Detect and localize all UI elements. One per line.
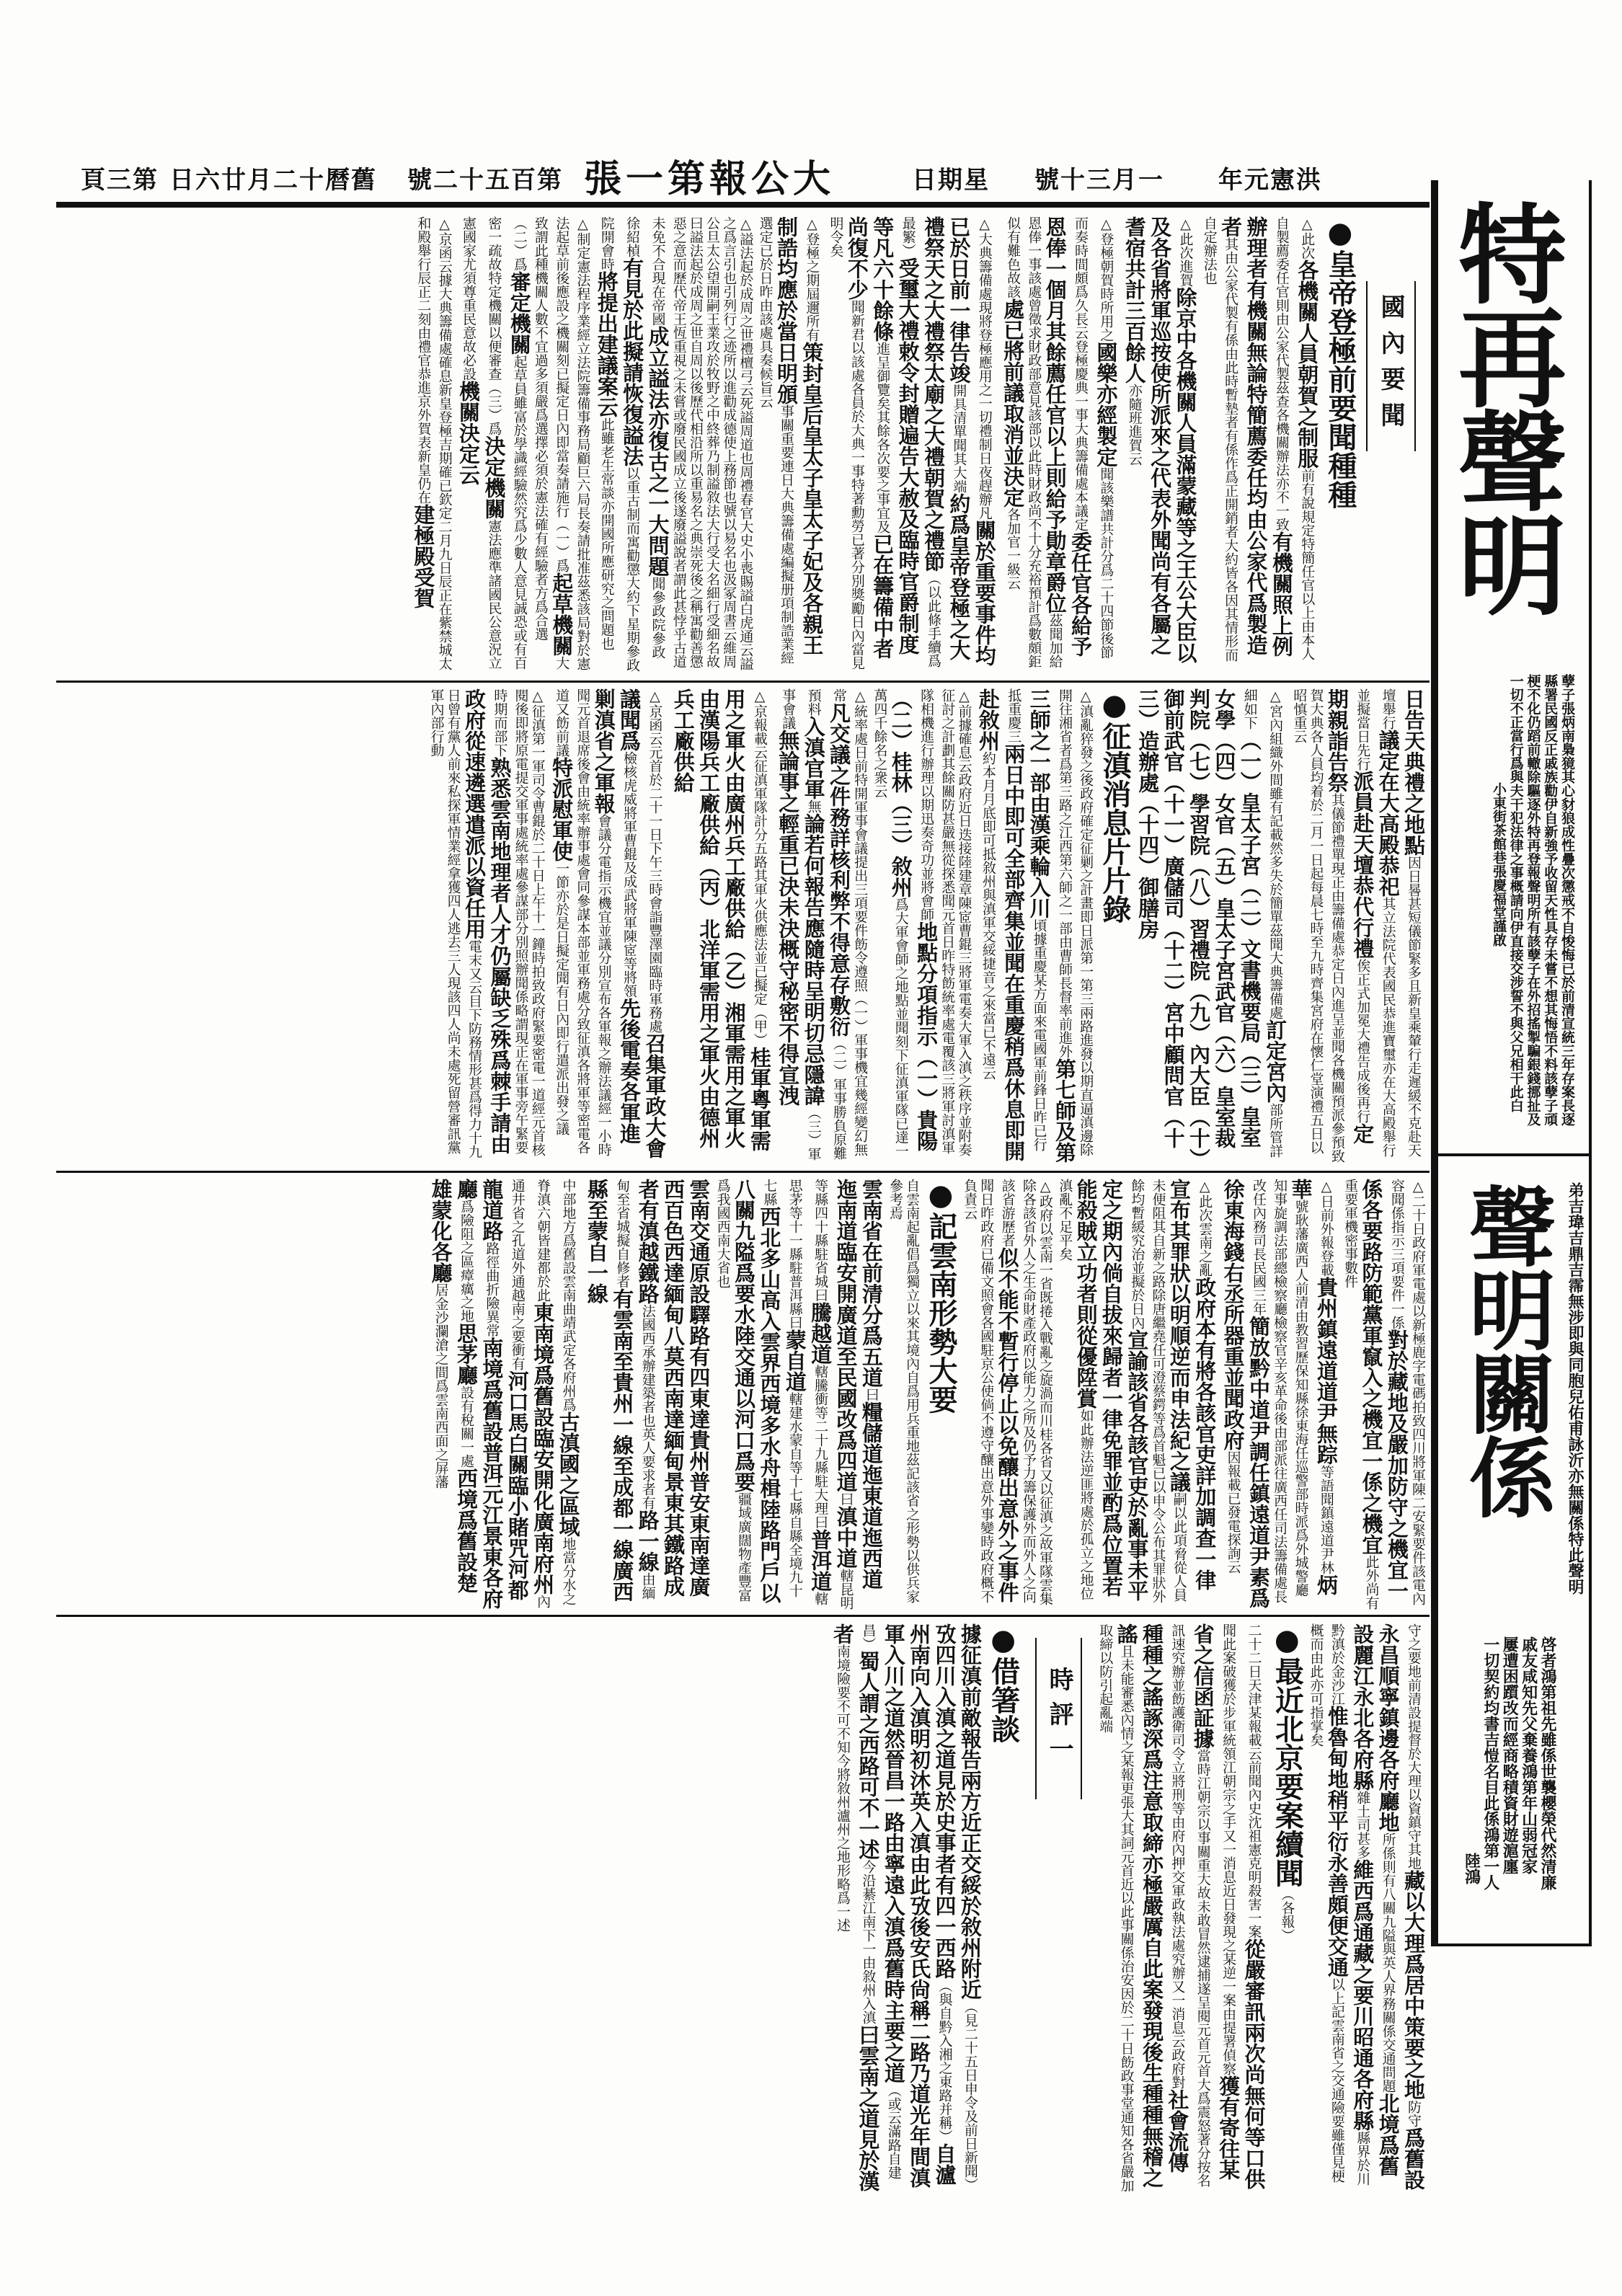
- article-text: △統率處日前特開軍事會議提出三項要件飭令遵照（一）軍事機宜幾經變幻無常: [831, 688, 869, 1156]
- article-text: △京函云元首於二十一日下午三時會詣豐澤園臨時軍務處: [647, 688, 663, 1033]
- article-text-emphasis: 處已將前議取消並決定: [1001, 298, 1026, 507]
- headline-bullet-icon: ●: [1324, 216, 1357, 249]
- article-text-emphasis: 入滇官軍: [801, 716, 826, 799]
- article-text-emphasis: 第七師及第三師之一部由漢乘輪入川: [1027, 688, 1077, 1163]
- article-text-emphasis: 熟悉雲南地理者人才仍屬缺乏殊爲棘手請由政府從速遴選遣派以資任用: [461, 688, 513, 1154]
- article-text-emphasis: 騰越道: [808, 1302, 833, 1365]
- article-text-emphasis: 建極殿受賀: [411, 504, 436, 608]
- article-paragraph: [756, 216, 824, 672]
- article-text: 此外尚有重要軍機密事數件: [1342, 1179, 1380, 1610]
- article-text: 聞日昨政府已備文照會各國駐京公使倘不遵守釀出意外事變時政府概不負責云: [962, 1179, 995, 1603]
- article-text-emphasis: 雲南交通原設驛路有四東達貴州普安東南達廣西百色西達緬甸八莫西南達緬甸景東其鐵路成者有滇越鐵路: [635, 1179, 712, 1597]
- article-text: 守之要地前清設提督於大理以資鎮守其地: [1406, 1623, 1422, 1870]
- article-text-emphasis: 蒙自道: [782, 1329, 807, 1392]
- article-text: 聞該樂譜共計分爲二十四節後節而奏時間頗爲久長云登極慶典一事大典籌備處本議定: [1073, 216, 1114, 659]
- article-paragraph: [1342, 1179, 1426, 1610]
- article-text-emphasis: 糧儲道迤東道迤西道迤南道臨安開廣道至民國改爲四道: [833, 1179, 884, 1590]
- article-paragraph: [1056, 1179, 1217, 1610]
- article-text: 大致謂此種機關人數不宜過多須嚴爲選擇必須於憲法確有經驗者方爲合選（二）爲: [511, 216, 570, 670]
- article-text: △京報載云征滇軍隊計分五路其軍火供應法並已擬定（甲）: [751, 688, 768, 1047]
- article-text-emphasis: 對於藏地及嚴加防守之機宜一係各要路防範黨軍竄入之機宜一係: [1359, 1179, 1409, 1601]
- article-text-emphasis: 特派慰軍使: [549, 757, 575, 861]
- article-text: 檢核虎威將軍曹錕及成武將軍陳宧等將領: [621, 751, 637, 998]
- article-text: 開具清單聞其大端: [951, 384, 967, 493]
- article-text-emphasis: 審定機關: [507, 271, 532, 355]
- article-text: 二十二日天津某報載云前聞內史沈祖憲克明殺害一案: [1246, 1623, 1262, 1938]
- article-text: （二）軍事勝負原難預料: [805, 688, 847, 1160]
- news-row-1: [56, 216, 1357, 672]
- article-text-emphasis: 有雲南至貴州一線至成都一線廣西縣至蒙自一線: [584, 1179, 635, 1602]
- article-paragraph: [427, 1179, 580, 1610]
- notice-top-body: [1485, 674, 1575, 1143]
- article-text-emphasis: 除京中各機關人員滿蒙藏等之王公大臣以及各省將軍巡按使所派來之代表外聞尚有各屬之耆宿共計三百餘人: [1122, 216, 1198, 663]
- article-text: 聞參政院參政徐紹楨: [624, 216, 666, 659]
- article-text: 今沿綦江南下一由敘州入滇: [860, 1860, 877, 2024]
- article-text-emphasis: 簡放黔中道尹調任鎮遠道尹素爲徐東海錢右丞所器重並聞政府: [1220, 1179, 1271, 1608]
- article-text-emphasis: 從嚴審訊兩次尚無何等口供: [1241, 1938, 1267, 2189]
- article-text-emphasis: 論若何報告應隨時呈明切忌隱諱: [801, 813, 826, 1106]
- notice-bottom-line: 啓者鴻第祖先雖係世襲櫻榮代然清廉: [1538, 1636, 1557, 1890]
- article-paragraph: [1220, 1179, 1339, 1610]
- notice-top-title: 特再聲明: [1440, 198, 1566, 613]
- article-text-emphasis: 路一線: [635, 1510, 660, 1572]
- article-text: 轄思茅等十一縣駐普洱縣曰: [786, 1179, 829, 1605]
- article-text: △二十日政府軍電處以新極鹿字電碼拍致四川將軍陳二安緊要件該電內容聞係指示三項要件一係: [1388, 1179, 1426, 1605]
- article-paragraph: [584, 1179, 712, 1610]
- column-label: [1024, 1623, 1094, 2193]
- article-heading: [1269, 1623, 1305, 2193]
- article-text: 其由公家代製有係由此時暫墊者有係作爲正開銷者大約皆各因其情形而自定辦法也: [1201, 216, 1239, 662]
- article-heading: [923, 1179, 958, 1610]
- article-paragraph: [1096, 1623, 1266, 2193]
- article-text-emphasis: （一）皇太子宮（二）文書機要局（三）皇室女學（四）女官（五）皇太子宮武官（六）皇室裁判院（七）學習院（八）習禮院（九）內大臣（十）御前武官（十一）廣儲司（十二）宮中顧問官（十三）造辦處（十四）御膳房: [1135, 688, 1262, 1159]
- article-text-emphasis: 獲有寄往某省之信函証據: [1190, 1623, 1241, 2180]
- article-text: 曰: [863, 1388, 879, 1401]
- article-paragraph: [714, 1179, 883, 1610]
- article-paragraph: [456, 216, 591, 672]
- article-paragraph: [1201, 216, 1320, 672]
- article-text: 當時江朝宗以事關重大故未敢冒然逮捕遂呈閱元首元首大爲震怒著分按名訊速究辦並飭護衛司令立將刑等由府內押交軍政執法處究辦又一消息云政府對: [1169, 1623, 1211, 2187]
- article-text-emphasis: 據征滇前敵報告兩方近正交綏於敘州附近: [957, 1623, 983, 2000]
- notice-top-line: 梗不化仍蹈前轍除驅逐外特再登報聲明所有該孽子在外招搖掣騙銀錢挪扯及: [1525, 674, 1541, 1126]
- article-text: 亦隨班進賀云: [1126, 384, 1143, 466]
- article-text: 其立法院代表國民恭進寶璽亦在大高殿舉行並擬當日先行: [1355, 688, 1396, 1157]
- notice-top-line: 一切不正當行爲與夫干犯法律之事概請向伊直接交涉誓不與父兄相干此白: [1507, 674, 1524, 1112]
- article-text-emphasis: 惟魯甸地稍平衍永善頗便交通: [1324, 1706, 1350, 1977]
- article-paragraph: [961, 1179, 1053, 1610]
- article-text: △登極之期屆邇所有: [804, 216, 820, 342]
- article-paragraph: [549, 688, 668, 1164]
- article-paragraph: [410, 216, 453, 672]
- article-text-emphasis: 決定機關: [482, 435, 507, 519]
- article-text-emphasis: 桂軍粵軍需用之軍火由廣州兵工廠供給（乙）湘軍需用之軍火由漢陽兵工廠供給（丙）北洋軍需用之軍火由德州兵工廠供給: [670, 688, 772, 1151]
- masthead-page: 第三頁: [81, 166, 159, 195]
- headline-bullet-icon: ●: [986, 1623, 1020, 1657]
- article-text-emphasis: 西北多山高入雲界西境多水舟楫陸路門戶以八關九隘爲要水陸交通以河口爲要: [731, 1179, 782, 1603]
- article-text: 此雖老生常談亦開國所應研究之問題也: [598, 417, 615, 650]
- notice-frame-bottom: [1438, 1943, 1592, 1946]
- article-text-emphasis: 有機關照上例辦理者有機關無論特簡薦委任均由公家代爲製造者: [1218, 216, 1294, 657]
- article-text: 聞新君以該處各員於大典一事特著勳勞已著分別獎勵日內當見明令矣: [828, 216, 865, 670]
- article-text: 防守: [1406, 2100, 1422, 2127]
- article-headline: 借箸談: [986, 1657, 1021, 1743]
- notice-bottom-signature: 陸鴻: [1462, 1853, 1481, 1884]
- article-text: 聞此案破獲於步軍統領江朝宗之手又一消息近日發現之某逆一案由提署偵察: [1220, 1623, 1237, 2075]
- article-text: 一節亦於是日擬定聞有日內即行遣派出發之議: [554, 861, 570, 1135]
- article-text: （以此條手續爲最繁）: [900, 216, 941, 668]
- article-text-emphasis: 蜀人謂之西路可不一述: [856, 1651, 881, 1860]
- article-paragraph: [1000, 216, 1119, 672]
- article-text: 所係則有八關九隘與英人界務關係交通問題: [1380, 1832, 1396, 2093]
- article-text: 縣界於川黔滇於金沙江: [1329, 1623, 1371, 2186]
- article-text: 茲聞加給恩俸一事該處曾徵求財政部意見該部以此時財政尚不十分充裕預計爲數頗鉅似有難色故該: [1005, 216, 1063, 668]
- article-text: （與自黔入湘之東路并稱）: [936, 1979, 953, 2143]
- column-label-commentary: 時評一: [1035, 1638, 1082, 1799]
- article-text-emphasis: 已在籌備中者尚復不少: [844, 216, 895, 659]
- notice-bottom-side-line: 弟吉瑋吉鼎吉霈無涉即與同胞兒佑甫詠沂亦無關係特此聲明: [1566, 1182, 1585, 1595]
- article-text-emphasis: 炳華: [1288, 1179, 1339, 1595]
- notice-top-line: 孽子張炳南梟獍其心豺狼成性疊次懲戒不自悛悔已於前清宣統三年存案長逐: [1559, 674, 1575, 1126]
- article-text: 電末又云目下防務情形甚爲得力十九日曾有黨人前來私探軍情業經拿獲四人逃去三人現該四人尚未處死留營審訊黨軍內部行動: [428, 688, 482, 1158]
- article-text-emphasis: 曰雲南之道見於漢者: [830, 1623, 881, 2191]
- notice-bottom-line: 屢遭困躓改而經商略積資財遊滬廛: [1500, 1636, 1520, 1874]
- article-text-emphasis: 攷四川入滇之道見於史事者有四一西路: [932, 1623, 957, 1979]
- article-text-emphasis: 召集軍政大會議聞爲: [617, 688, 668, 1158]
- article-text: 爲險阻之區瘴癘之地: [458, 1200, 475, 1323]
- article-paragraph: [830, 1623, 983, 2193]
- article-text: △征滇第一軍司令曹錕於二十日上午十一鐘時拍致政府緊要密電一道經元首核閱後即將原電提交軍事處統率處參謀部分別照辦聞係略謂現正在軍事旁午緊要時期而部下: [492, 688, 546, 1156]
- headline-bullet-icon: ●: [923, 1179, 957, 1212]
- article-text: 前有說規定特簡任官以上由本人自製薦委任官則由公家代製茲查各機關辦法亦不一致: [1273, 216, 1316, 660]
- article-text-emphasis: 受璽大禮敕令封贈遍告大赦及臨時官爵制度等凡六十餘條: [870, 216, 921, 655]
- row-divider: [56, 1615, 1430, 1617]
- article-paragraph: [593, 216, 753, 672]
- article-text: （各報）: [1279, 1887, 1295, 1942]
- article-headline: 征滇消息片片錄: [1097, 722, 1132, 923]
- article-heading: [985, 1623, 1021, 2193]
- article-text: 曰: [838, 1492, 854, 1506]
- masthead-era: 洪憲元年: [1218, 166, 1322, 195]
- article-text: 各加官一級云: [1005, 507, 1021, 590]
- article-text: △制定憲法程序業經立法院籌備事務局顧巨六局長奏請批准茲悉該局對於憲法起草前後應設之機關刻已擬定日內即當奏請施行（一）爲: [554, 216, 591, 670]
- article-text-emphasis: 晉昌一路由寧遠入滇爲舊時主要之道: [881, 1749, 906, 2083]
- notice-frame-right: [1589, 180, 1592, 1946]
- article-text: 疆域廣闊物產豐富爲我國西南大省也: [714, 1179, 752, 1602]
- article-text: △謚法起於成周之世禮檀弓云死謚周道也周禮春官大史小喪賜謚白虎通云謚之爲言引也引列行之迹所以進勸成德使上務節也號以易名也汲冢周書云維周公旦太公望開嗣王業攻於牧野之中終葬乃制謚敘法大行受大名細行受細名故曰謚法起於成周之世自周以後歷代相沿所以重易名之典崇死後之稱寓勸善懲惡之意而歷代帝王恆重視之未嘗或廢民國成立後遂廢謚說者謂此甚悖乎古道未免不合現在帝國: [650, 216, 754, 670]
- article-text: 以重古制而寓勸懲大約下星期參政院開會時: [598, 216, 641, 672]
- article-text: 轄騰衝等二十九縣駐大理曰: [812, 1365, 829, 1529]
- masthead-paper-title: 大公報第一張: [584, 157, 836, 201]
- article-text-emphasis: 地點分項指示（一）貴陽（二）桂林（三）敘州: [888, 688, 939, 1151]
- article-headline: 記雲南形勢大要: [923, 1212, 958, 1414]
- article-text-emphasis: 委任官各給予恩俸一個月其餘薦任官以上則給予勛章爵位: [1042, 216, 1094, 657]
- article-text: 因日晷甚短儀節緊多且新皇乘輦行走遲緩不克赴天壇舉行: [1380, 688, 1422, 1157]
- article-text: 起草員雖富於學識經驗然究爲少數人意見誠恐或有百密一疏故特定機關以便審查（三）爲: [486, 216, 528, 670]
- article-text: （三）軍事會議: [780, 688, 822, 1161]
- article-text: △前據確息云政府近日迭接陸建章陳宧曹錕三將軍電奏大軍入滇之秩序並附奏征討之計劃其餘關防甚嚴無從探悉聞元首日昨特飭統率處電覆該三將軍討滇軍隊相機進行辦理以期迅奏奇功並將會師: [918, 688, 972, 1156]
- article-text-emphasis: 策封皇后皇太子皇太子妃及各親王制誥均應於當日明頒: [774, 216, 825, 655]
- article-text-emphasis: 社會流傳種種之謠諑深爲注意取締亦極嚴厲自此案發現後: [1140, 1623, 1190, 2173]
- article-text-emphasis: 國樂亦經製定: [1094, 342, 1119, 467]
- news-row-4: [56, 1623, 1426, 2193]
- article-text-emphasis: 普洱道: [808, 1529, 833, 1592]
- notice-bottom-body: [1456, 1636, 1557, 1925]
- article-text-emphasis: 藏以大理爲居中策要之地: [1401, 1870, 1426, 2100]
- article-headline: 皇帝登極前要聞種種: [1324, 249, 1357, 509]
- article-paragraph: [975, 688, 1094, 1164]
- article-text: △此次: [1299, 216, 1316, 260]
- article-text-emphasis: 維西爲通藏之要川昭通各府縣: [1350, 1859, 1375, 2131]
- article-text-emphasis: 西境爲舊設楚雄蒙化各廳: [428, 1179, 479, 1593]
- article-text-emphasis: 日告天典禮之地點: [1401, 688, 1426, 856]
- article-text: （或云滿路自建昌）: [860, 1623, 902, 2179]
- headline-bullet-icon: ●: [1097, 688, 1131, 722]
- article-text: △政府以雲南一省既捲入戰亂之旋渦而川桂各省又以征滇之故軍隊雲集除各該省外人之生命財產政府以能力之所及仍予力籌保護外而外人之向該省游歷者: [999, 1179, 1054, 1605]
- article-paragraph: [1307, 1623, 1426, 2193]
- article-text: 南境險要不可不知今將敘州瀘州之地形略爲一述: [834, 1644, 851, 1932]
- notice-divider: [1438, 1153, 1592, 1156]
- article-text-emphasis: 兩日中即可全部齊集並聞在重慶稍爲休息即開赴敘州: [975, 688, 1027, 1161]
- article-text: 憲法應準諸國民公意況立憲國家尤須尊重民意故必設: [460, 216, 502, 670]
- article-text-emphasis: 之機宜: [1359, 1492, 1384, 1555]
- article-text-emphasis: 定期親詣告祭: [1324, 688, 1375, 1144]
- article-text: 嗣以此項脅從人員未便阻其自新之路除唐繼堯任可澄蔡鍔等爲首魁已以申令公布其罪狀外餘均暫緩究治並擬於日內: [1129, 1179, 1187, 1603]
- article-text: 進呈御覽矣其餘各次要之事宜及: [874, 342, 891, 533]
- article-text-emphasis: 政府本有將各該官吏詳加調查一律宣布其罪狀以明順逆而申法紀之議: [1166, 1179, 1218, 1590]
- article-text: 轄建水蒙自等十七縣自縣全境九十七縣: [761, 1179, 803, 1597]
- notice-top-signature: 小東街茶館巷張慶福堂謹啟: [1491, 782, 1507, 947]
- article-text-emphasis: 思茅廳: [454, 1323, 479, 1386]
- article-text: 等語聞鎮遠道尹林: [1318, 1465, 1334, 1574]
- news-row-2: [56, 688, 1426, 1164]
- article-text-emphasis: 河口馬白關臨小賭咒河都龍道路: [479, 1179, 530, 1600]
- masthead-issue: 第百五十二號: [407, 166, 563, 195]
- article-paragraph: [775, 688, 868, 1164]
- article-heading: [1322, 216, 1357, 672]
- row-divider: [56, 1171, 1430, 1173]
- article-paragraph: [427, 688, 545, 1164]
- article-text: △登極朝賀時所用之: [1098, 216, 1114, 342]
- article-text: 自雲南起亂倡爲獨立以來其境內自爲用兵重地茲記該省之形勢以供兵家參考焉: [887, 1179, 921, 1603]
- article-paragraph: [670, 688, 772, 1164]
- article-text: 雜土司甚多: [1355, 1791, 1371, 1859]
- article-text-emphasis: 北境爲舊設麗江永北各府縣: [1350, 1623, 1401, 2176]
- article-text: 號耿藩廣西人前清由教習歷保知縣徐東海任巡警部時派爲外城警廳知事旋調法部總檢察廳檢察官辛亥革命後由部派往廣西任司法籌備處長改任內務司長民國三年: [1250, 1179, 1309, 1603]
- row-divider: [56, 681, 1430, 683]
- notice-bottom-line: 戚友咸知先父棄養鴻第年山弱冠家: [1519, 1636, 1538, 1874]
- article-text: 轄昆明等縣四十縣駐省城曰: [812, 1179, 854, 1610]
- article-text-emphasis: 似不能不暫行停止以免釀出意外之事件: [995, 1247, 1020, 1603]
- article-text-emphasis: 有見於此擬請恢復謚法: [620, 257, 645, 466]
- article-text: △此次雲南之亂: [1197, 1179, 1213, 1277]
- headline-bullet-icon: ●: [1270, 1623, 1304, 1657]
- article-text-emphasis: 將提出建議案云: [594, 271, 619, 417]
- article-text: 地當分水之脊滇六朝皆建都於此: [535, 1179, 577, 1605]
- news-row-3: [56, 1179, 1426, 1610]
- article-text-emphasis: 先後電奏各軍進剿滇省之軍報: [591, 688, 642, 1144]
- article-text: 內通井省之孔道外通越南之要衝有: [509, 1179, 551, 1608]
- article-text-emphasis: 宣諭該省各該官吏於亂事未平定之期內倘自拔來歸者一律免罪並酌爲位置若能殺賊立功者則從優陞賞: [1073, 1179, 1150, 1601]
- masthead-lunar-date: 舊曆十二月廿六日: [169, 166, 377, 195]
- article-text: 事關重要連日大典籌備處編擬册項制誥業經選定已於日昨由該處具奏候旨云: [757, 216, 794, 665]
- article-text-emphasis: 派員赴天壇恭代行禮: [1350, 771, 1375, 959]
- article-text: 如此辦法逆匪將處於孤立之地位滇亂不足平矣: [1057, 1179, 1094, 1600]
- masthead-date: 一月三十號: [1034, 166, 1164, 195]
- notice-bottom-line: 一切契約均書吉愷名目此係鴻第一人: [1481, 1636, 1500, 1890]
- article-text-emphasis: 東南境爲舊設臨安開化廣南府州: [531, 1302, 556, 1595]
- masthead-weekday: 星期日: [912, 166, 990, 195]
- article-text: 其儀節禮單現正由籌備處恭定日內進呈並聞各機關預派參預致賀大典各人員均着於二月一日起每晨七時至九時齊集宮府在懷仁堂演禮五日以昭慎重云: [1291, 688, 1345, 1163]
- article-text: △大典籌備處現將登極應用之一切禮制日夜趕辦凡: [976, 216, 993, 520]
- article-text-emphasis: 各機關人員朝賀之制服: [1295, 260, 1320, 469]
- article-text: 因報載已發電探詢云: [1225, 1450, 1241, 1574]
- article-text-emphasis: 南境爲舊設普洱元江景東各府廳: [454, 1179, 505, 1609]
- article-text: 約本月月底即可抵敘州與滇軍交綏捷音之來當已不遠云: [980, 751, 996, 1080]
- article-text-emphasis: 生種種無稽之謠: [1114, 1623, 1165, 2188]
- article-text-emphasis: 雲南省在前清分爲五道: [859, 1179, 884, 1388]
- column-divider: [1431, 180, 1438, 1946]
- article-heading: [1096, 688, 1132, 1164]
- article-text: 法國西承辦建築者也英人要求者有: [639, 1304, 656, 1510]
- masthead-rule: [56, 202, 1430, 208]
- article-text: △京函云據大典籌備處確息新皇登極吉期確已欽定二月九日辰正在紫禁城太和殿舉行辰正二刻由禮官恭進京外賀表新皇仍在: [415, 216, 453, 670]
- article-text: 部所管詳細如下: [1241, 688, 1284, 1158]
- article-text: （見二十五日申令及前日新聞）: [962, 2000, 978, 2191]
- article-text: 路徑曲折險異常: [484, 1241, 500, 1337]
- article-text: 設有稅關一處: [458, 1386, 475, 1468]
- notice-bottom-title: 聲明關係: [1455, 1182, 1556, 1517]
- article-paragraph: [827, 216, 996, 672]
- article-paragraph: [1290, 688, 1426, 1164]
- article-text-emphasis: 起草機關: [549, 572, 575, 656]
- article-text: 爲大軍會師之地點並聞刻下征滇軍隊已達一萬四千餘名之衆云: [872, 688, 909, 1158]
- article-text-emphasis: 關於重要事件均已於日前一律告竣: [947, 216, 997, 666]
- article-text-emphasis: 貴州鎮遠道道尹無踪: [1313, 1277, 1339, 1465]
- article-text-emphasis: 約爲皇帝登極之大禮祭天之大禮祭太廟之大禮朝賀之禮節: [921, 216, 972, 660]
- article-text-emphasis: 滇中道: [833, 1506, 859, 1569]
- article-text-emphasis: 議定在大高殿恭祀: [1375, 730, 1401, 897]
- article-text: 由緬甸至省城擬自修者: [614, 1179, 656, 1600]
- article-paragraph: [887, 1179, 920, 1610]
- article-headline: 最近北京要案續聞: [1270, 1657, 1305, 1887]
- article-text-emphasis: 爲舊設永昌順寧鎮邊各府廳地: [1375, 1623, 1426, 2190]
- notice-top-line: 縣署民國反正戚族勸伊自新強予收留天性具存未嘗不想其悔悟不料該孽子頑: [1542, 674, 1559, 1126]
- article-text-emphasis: 訂定宮內: [1263, 1019, 1288, 1103]
- article-text: 無: [805, 799, 822, 813]
- article-text-emphasis: 自瀘州南向入滇明初沐英入滇由此攷後安氏尙稱二路乃道光年間滇軍入川之道然: [881, 1623, 957, 2188]
- article-text: △宮內組織外間雖有記載然多失於簡單茲聞大典籌備處: [1267, 688, 1284, 1019]
- article-text: 中部地方爲舊設雲南曲靖武定各府州爲: [560, 1179, 577, 1411]
- article-paragraph: [1121, 216, 1197, 672]
- article-text-emphasis: 古滇國之區域: [556, 1411, 581, 1537]
- article-text-emphasis: 機關決定云: [456, 381, 481, 485]
- section-label-domestic-news: 國內要聞: [1366, 281, 1416, 451]
- article-text: △日前外報登載: [1318, 1179, 1334, 1277]
- article-text: 頃據重慶某方面來電國軍前鋒日昨已行抵重慶三: [1006, 688, 1047, 1151]
- article-text-emphasis: 凡交議之件務詳核利弊不得意存敷衍: [827, 702, 851, 1037]
- article-text: 居金沙瀾滄之間爲雲南西面之屏藩: [433, 1283, 449, 1489]
- article-text: △滇亂猝發之後政府確定征剿之計畫即日派第一第三兩路進發以期直逼滇邊除開往湘省者爲第三路之江西第六師之一部由曹師長督率前進外: [1056, 688, 1094, 1156]
- article-paragraph: [1135, 688, 1288, 1164]
- article-paragraph: [871, 688, 972, 1164]
- article-text: 會議分電指示機宜並議分別宣布各軍報之辦法議經一小時聞元首退席後會由統率辦事處會同參謀本部並軍務處分致征滇各將軍等密電各道又飭前議: [554, 688, 612, 1156]
- article-text: 俟正式加冕大禮告成後再行: [1355, 959, 1371, 1123]
- article-text: 且未能審悉內情之某報更張大其詞元首近以此事關係治安因於二十日飭政事堂通知各省嚴加取締以防引起亂端: [1097, 1623, 1135, 2192]
- article-text-emphasis: 成立謚法亦復古之一大問題: [645, 326, 670, 577]
- article-text: 以上記雲南省之交通險要雖僅見梗概而由此亦可指掌矣: [1308, 1623, 1345, 2183]
- article-text-emphasis: 無論事之輕重已決未決概守秘密不得宣洩: [776, 730, 801, 1106]
- article-text: △此次進賀: [1177, 216, 1194, 287]
